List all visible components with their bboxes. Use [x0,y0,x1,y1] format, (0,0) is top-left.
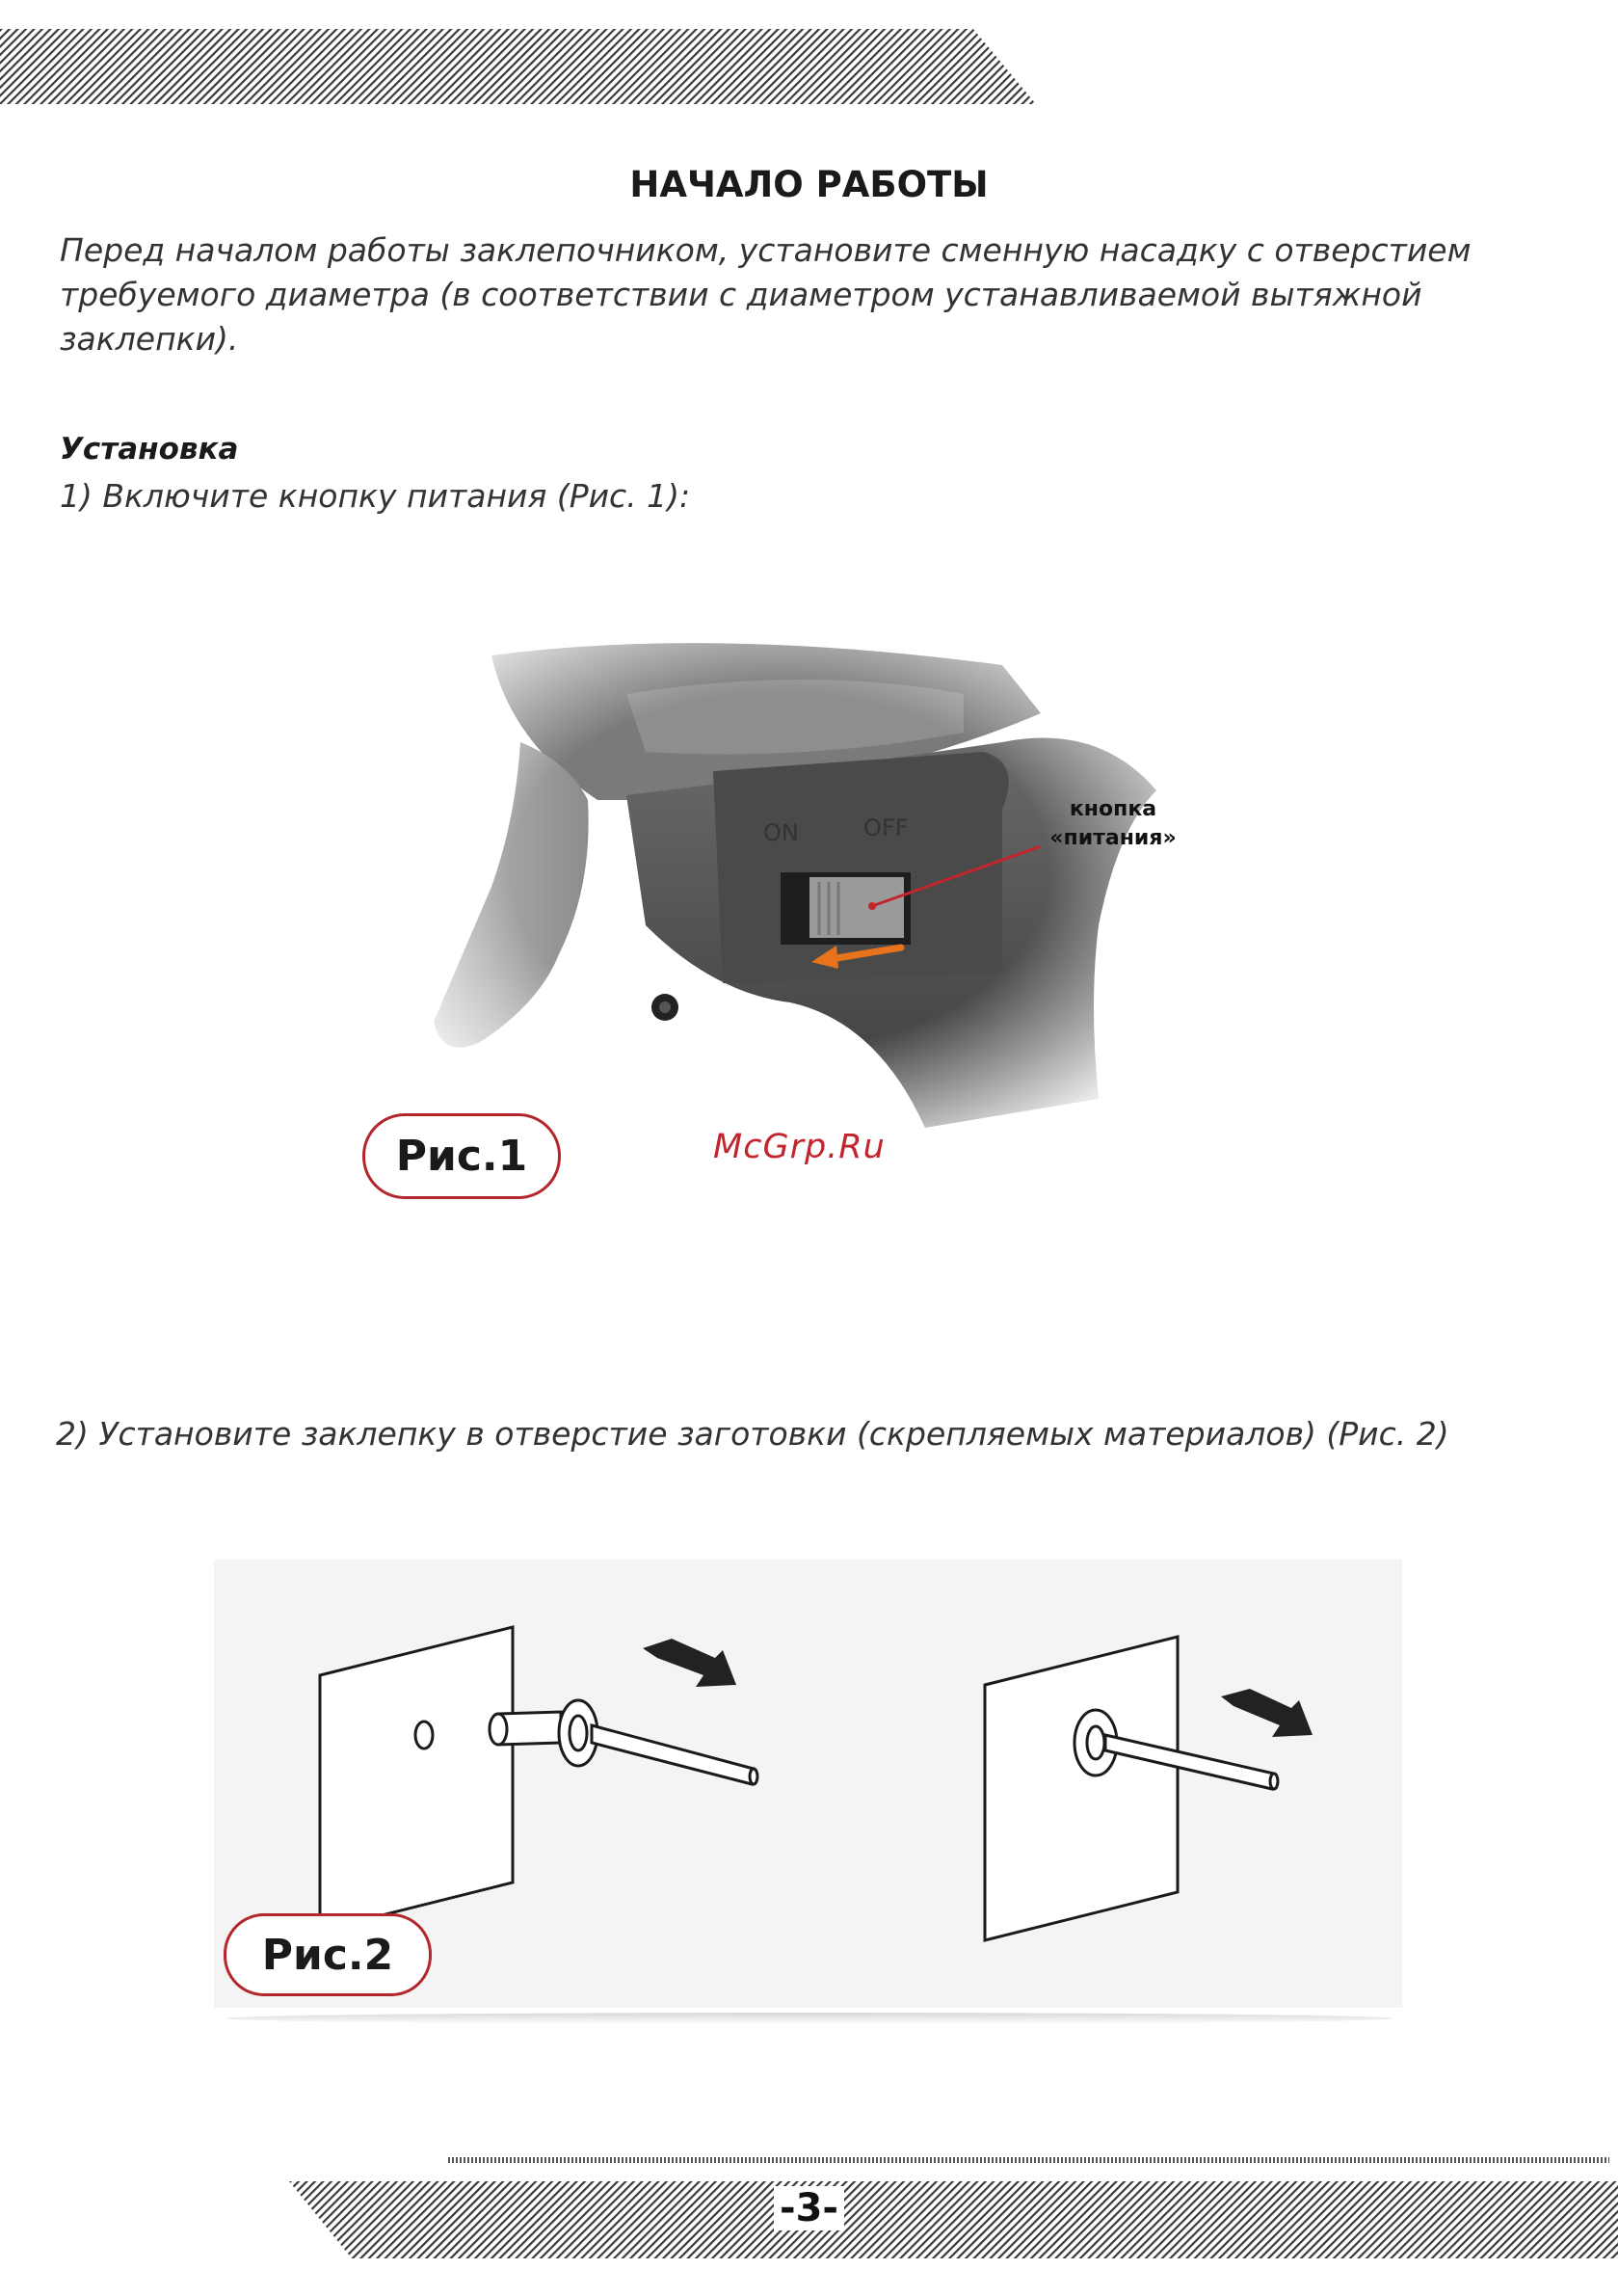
page-number: -3- [774,2186,844,2230]
page-number-wrap [0,2186,1618,2230]
intro-paragraph: Перед началом работы заклепочником, установите сменную насадку с отверстием требуемого диаметра (в соответствии с диаметром устанавливаемой вытяжной заклепки). [60,231,1472,358]
section-heading: Установка [60,432,239,467]
callout-line-1: кнопка [1069,797,1157,821]
top-hatch-band [0,29,1041,104]
figure-2-caption: Рис.2 [224,1913,432,1996]
figure-2-shadow [226,2013,1393,2024]
page-title: НАЧАЛО РАБОТЫ [629,164,989,205]
footer-dotted-rule [448,2157,1609,2163]
power-button-callout [1036,795,1190,853]
figure-1-caption: Рис.1 [362,1113,561,1199]
switch-label-off: OFF [863,814,909,841]
callout-line-2: «питания» [1049,826,1177,850]
step-2-text: 2) Установите заклепку в отверстие заготовки (скрепляемых материалов) (Рис. 2) [56,1415,1449,1453]
watermark: McGrp.Ru [713,1128,886,1166]
slide-direction-arrow-icon [809,930,906,969]
switch-label-on: ON [763,819,799,846]
step-1-text: 1) Включите кнопку питания (Рис. 1): [60,477,691,515]
figure-1-tool-illustration [424,636,1214,1157]
